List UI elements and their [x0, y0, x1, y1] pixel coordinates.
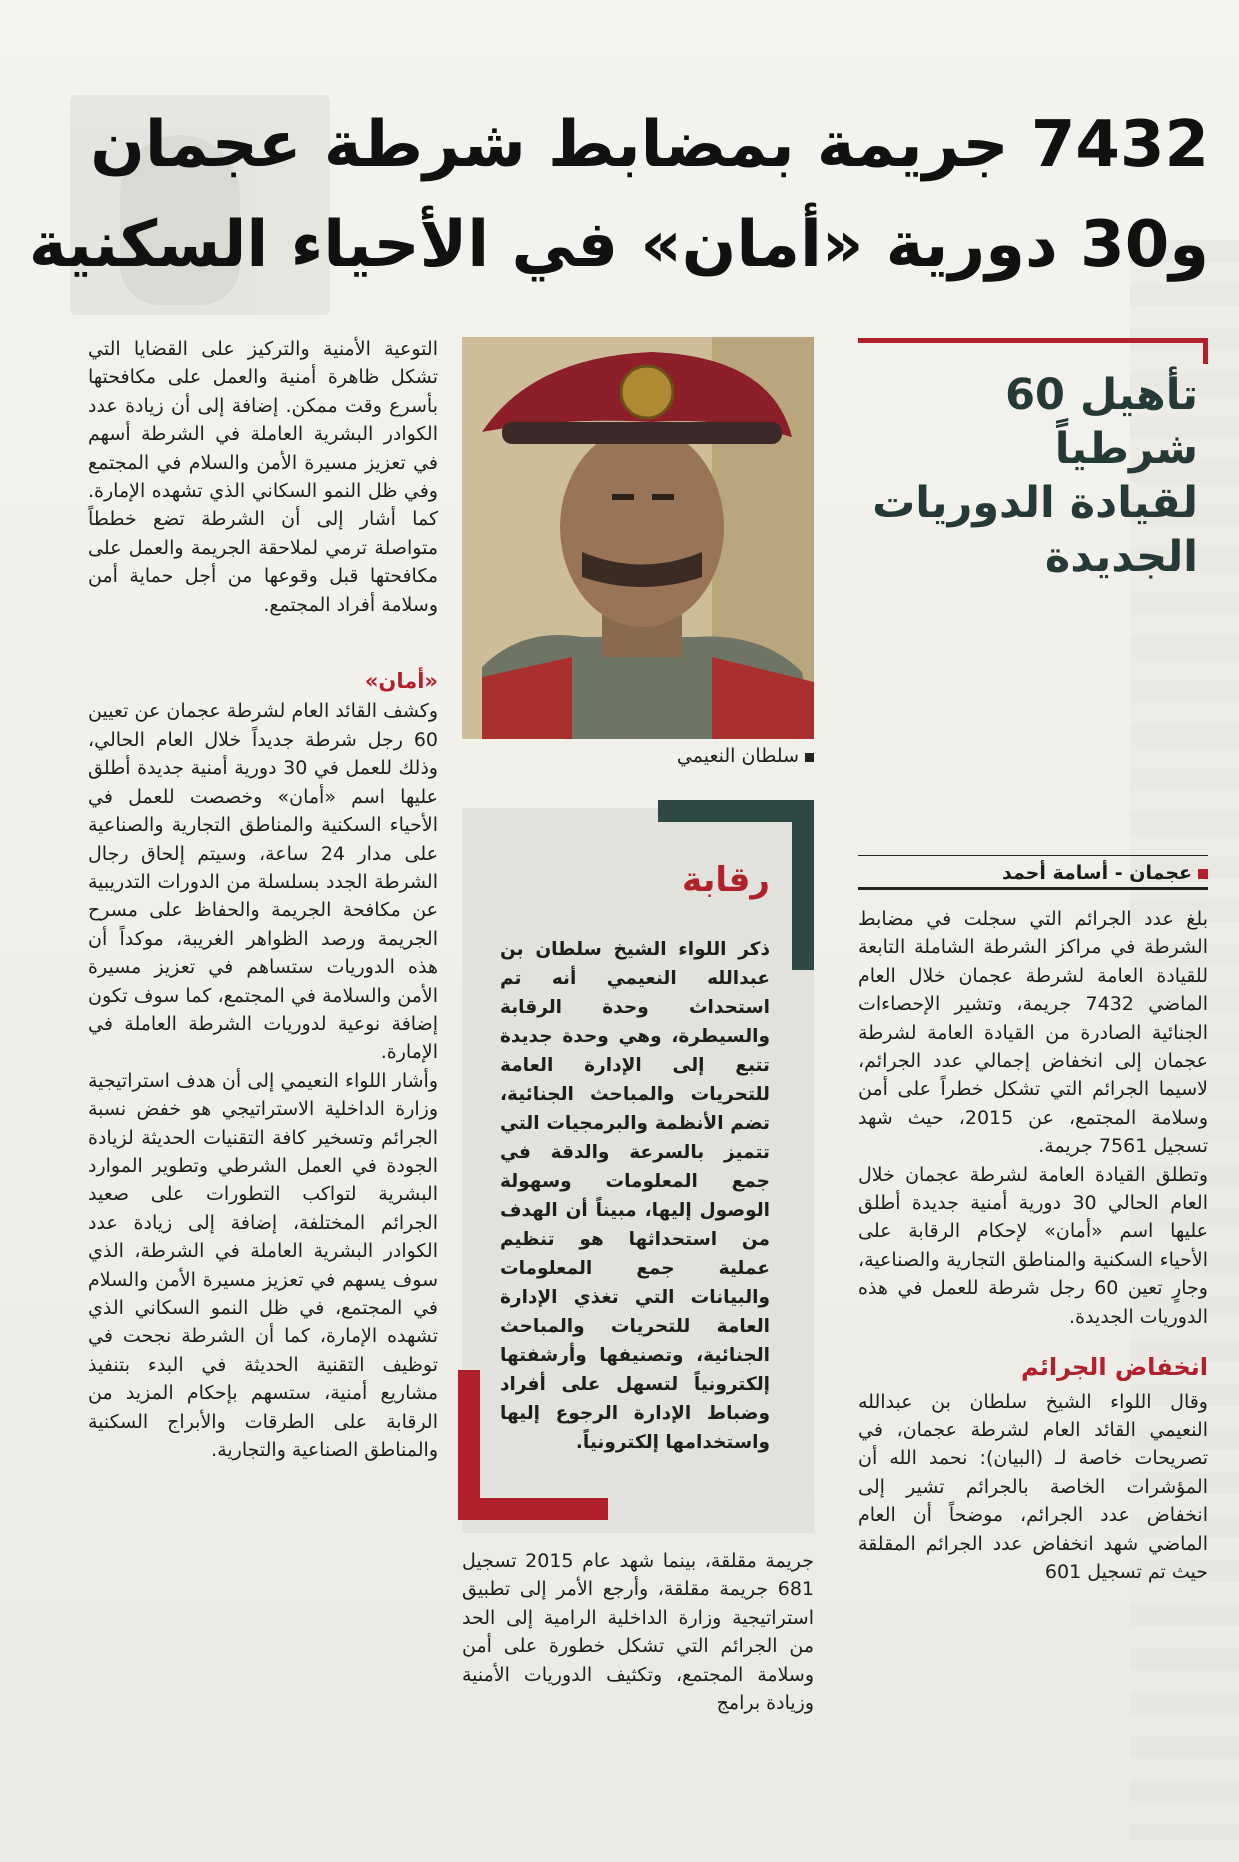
- box-text: ذكر اللواء الشيخ سلطان بن عبدالله النعيمي أنه تم استحداث وحدة الرقابة والسيطرة، وهي وحدة جديدة تتبع إلى الإدارة العامة للتحريات والمباحث الجنائية، تضم الأنظمة والبرمجيات التي تتميز بالسرعة والدقة في جمع المعلومات وسهولة الوصول إليها، مبيناً أن الهدف من استحداثها هو تنظيم عملية جمع المعلومات والبيانات التي تغذي الإدارة العامة للتحريات والمباحث الجنائية، وتصنيفها وأرشفتها إلكترونياً لتسهل على أفراد وضباط الإدارة الرجوع إليها واستخدامها إلكترونياً.: [500, 939, 770, 1453]
- left-paragraph-3: وأشار اللواء النعيمي إلى أن هدف استراتيجية وزارة الداخلية الاستراتيجي هو خفض نسبة الجرائم وتسخير كافة التقنيات الحديثة لزيادة الجودة في العمل الشرطي وتطوير الموارد البشرية لتواكب التطورات على صعيد الجرائم المختلفة، إضافة إلى زيادة عدد الكوادر البشرية العاملة في الشرطة، الذي سوف يسهم في تعزيز مسيرة الأمن والسلام في المجتمع، في ظل النمو السكاني الذي تشهده الإمارة، كما أن الشرطة نجحت في توظيف التقنية الحديثة في البدء بتنفيذ مشاريع أمنية، ستسهم بإحكام المزيد من الرقابة على الطرقات والأبراج السكنية والمناطق الصناعية والتجارية.: [88, 1069, 438, 1462]
- right-paragraph-2: وتطلق القيادة العامة لشرطة عجمان خلال العام الحالي 30 دورية أمنية جديدة أطلق عليها اسم «أمان» لإحكام الرقابة على الأحياء السكنية والمناطق التجارية والصناعية، وجارٍ تعين 60 رجل شرطة للعمل في هذه الدوريات الجديدة.: [858, 1163, 1208, 1328]
- photo-caption: [462, 745, 814, 767]
- side-headline-line-3: الجديدة: [1044, 532, 1198, 582]
- left-paragraph-1: التوعية الأمنية والتركيز على القضايا التي تشكل ظاهرة أمنية والعمل على مكافحتها بأسرع وقت ممكن. إضافة إلى أن زيادة عدد الكوادر البشرية العاملة في الشرطة أسهم في تعزيز مسيرة الأمن والسلام في المجتمع وفي ظل النمو السكاني الذي تشهده الإمارة. كما أشار إلى أن الشرطة تضع خططاً متواصلة ترمي لملاحقة الجريمة والعمل على مكافحتها قبل وقوعها من أجل حماية أمن وسلامة أفراد المجتمع.: [88, 338, 438, 616]
- middle-bottom-text: جريمة مقلقة، بينما شهد عام 2015 تسجيل 681 جريمة مقلقة، وأرجع الأمر إلى تطبيق استراتيجية وزارة الداخلية الرامية إلى الحد من الجرائم التي تشكل خطورة على أمن وسلامة المجتمع، وتكثيف الدوريات الأمنية وزيادة برامج: [462, 1550, 814, 1715]
- left-subheading: «أمان»: [364, 669, 438, 694]
- main-headline: [28, 95, 1209, 295]
- right-column: [858, 905, 1208, 1586]
- portrait-illustration: [462, 337, 814, 739]
- right-paragraph-3: وقال اللواء الشيخ سلطان بن عبدالله النعيمي القائد العام لشرطة عجمان، في تصريحات خاصة لـ (البيان): نحمد الله أن المؤشرات الخاصة بالجرائم تشير إلى انخفاض عدد الجرائم، موضحاً أن العام الماضي شهد انخفاض عدد الجرائم المقلقة حيث تم تسجيل 601: [858, 1390, 1208, 1583]
- side-headline-rule: [858, 338, 1208, 364]
- side-headline-line-2: لقيادة الدوريات: [872, 478, 1198, 528]
- byline-bullet: [1198, 869, 1208, 879]
- right-subheading: انخفاض الجرائم: [1021, 1353, 1208, 1382]
- byline: [858, 855, 1208, 884]
- left-paragraph-2: وكشف القائد العام لشرطة عجمان عن تعيين 60 رجل شرطة جديداً خلال العام الحالي، وذلك للعمل في 30 دورية أمنية جديدة أطلق عليها اسم «أمان» وخصصت للعمل في الأحياء السكنية والمناطق التجارية والصناعية على مدار 24 ساعة، وسيتم إلحاق رجال الشرطة الجدد بسلسلة من الدورات التدريبية عن مكافحة الجريمة والحفاظ على مسرح الجريمة ورصد الظواهر الغريبة، موكداً أن هذه الدوريات ستساهم في تعزيز مسيرة الأمن والسلامة في المجتمع، كما سوف تكون إضافة نوعية لدوريات الشرطة العاملة في الإمارة.: [88, 700, 438, 1064]
- byline-text: عجمان - أسامة أحمد: [1001, 862, 1192, 884]
- caption-bullet: [805, 753, 814, 762]
- box-title: رقابة: [682, 860, 770, 900]
- portrait-photo: [462, 337, 814, 739]
- right-paragraph-1: بلغ عدد الجرائم التي سجلت في مضابط الشرطة في مراكز الشرطة الشاملة التابعة للقيادة العامة لشرطة عجمان خلال العام الماضي 7432 جريمة، وتشير الإحصاءات الجنائية الصادرة من القيادة العامة لشرطة عجمان إلى انخفاض إجمالي عدد الجرائم، لاسيما الجرائم التي تشكل خطراً على أمن وسلامة المجتمع، عن 2015، حيث شهد تسجيل 7561 جريمة.: [858, 908, 1209, 1158]
- side-headline: [858, 368, 1198, 584]
- caption-text: سلطان النعيمي: [676, 745, 799, 767]
- side-headline-line-1: تأهيل 60 شرطياً: [1005, 370, 1198, 474]
- byline-rule: [858, 887, 1208, 890]
- headline-line-2: و30 دورية «أمان» في الأحياء السكنية: [28, 208, 1209, 282]
- headline-line-1: 7432 جريمة بمضابط شرطة عجمان: [90, 108, 1209, 182]
- left-column: [88, 335, 438, 1464]
